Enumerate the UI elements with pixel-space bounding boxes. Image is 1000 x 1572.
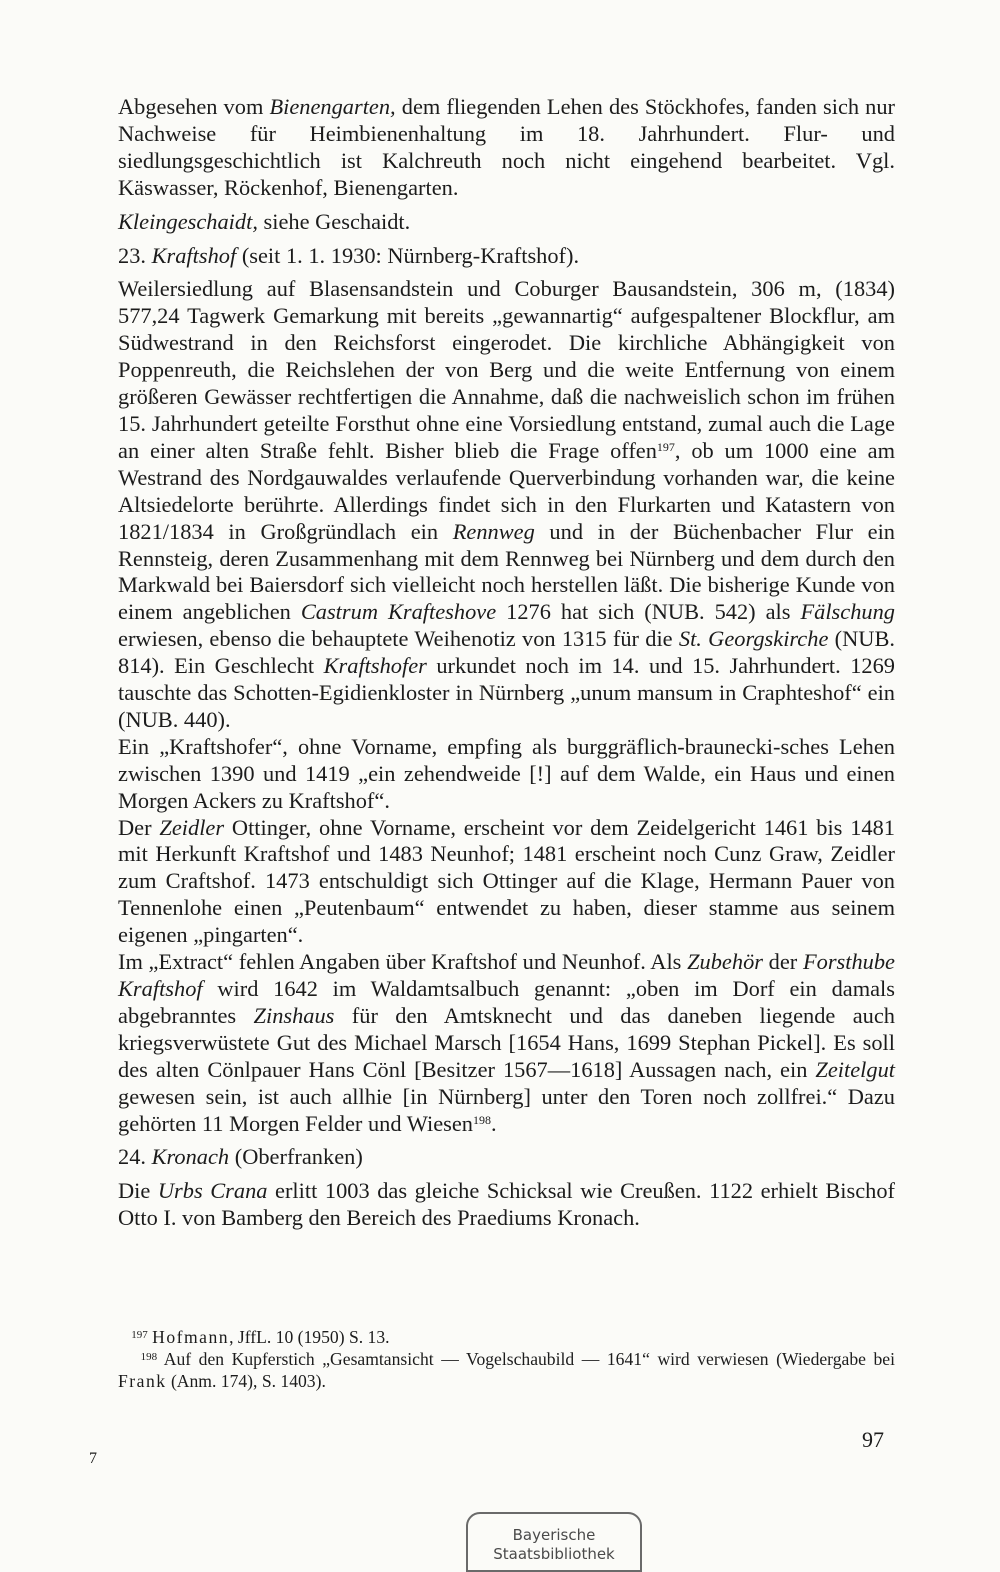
paragraph-zeidler: Der Zeidler Ottinger, ohne Vorname, erscheint vor dem Zeidelgericht 1461 bis 1481 mit Herkunft Kraftshof und 1483 Neunhof; 1481 erscheint noch Cunz Graw, Zeidler zum Craftshof. 1473 entschuldigt sich Ottinger auf die Klage, Hermann Pauer von Tennenlohe einen „Peutenbaum“ entwendet zu haben, dieser stamme aus seinem eigenen „pingarten“. — [118, 814, 895, 948]
footnote-198: $^{198}$ Auf den Kupferstich „Gesamtansicht — Vogelschaubild — 1641“ wird verwiesen (Wiedergabe bei Frank (Anm. 174), S. 1403). — [118, 1349, 895, 1391]
stamp-line-1: Bayerische — [512, 1526, 596, 1544]
main-text — [118, 94, 895, 1232]
footnotes — [118, 1326, 895, 1392]
library-stamp — [466, 1512, 642, 1572]
page-number: 97 — [862, 1427, 884, 1452]
paragraph-extract: Im „Extract“ fehlen Angaben über Kraftshof und Neunhof. Als Zubehör der Forsthube Kraftshof wird 1642 im Waldamtsalbuch genannt: „oben im Dorf ein damals abgebranntes Zinshaus für den Amtsknecht und das daneben liegende auch kriegsverwüstete Gut des Michael Marsch [1654 Hans, 1699 Stephan Pickel]. Es soll des alten Cönlpauer Hans Cönl [Besitzer 1567—1618] Aussagen nach, ein Zeitelgut gewesen sein, ist auch allhie [in Nürnberg] unter den Toren noch zollfrei.“ Dazu gehörten 11 Morgen Felder und Wiesen$^{198}$. — [118, 949, 896, 1136]
stamp-line-2: Staatsbibliothek — [493, 1545, 615, 1563]
heading-kraftshof: 23. Kraftshof (seit 1. 1. 1930: Nürnberg-Kraftshof). — [118, 242, 580, 268]
paragraph-kronach: Die Urbs Crana erlitt 1003 das gleiche Schicksal wie Creußen. 1122 erhielt Bischof Otto I. von Bamberg den Bereich des Praediums Kronach. — [118, 1178, 895, 1231]
heading-kronach: 24. Kronach (Oberfranken) — [118, 1144, 363, 1170]
signature-mark: 7 — [89, 1450, 97, 1467]
paragraph-kraftshof-description: Weilersiedlung auf Blasensandstein und Coburger Bausandstein, 306 m, (1834) 577,24 Tagwerk Gemarkung mit bereits „gewannartig“ aufgespaltener Blockflur, am Südwestrand in den Reichsforst eingerodet. Die kirchliche Abhängigkeit von Poppenreuth, die Reichslehen der von Berg und die weite Entfernung von einem größeren Gewässer rechtfertigen die Annahme, daß die nachweislich schon im frühen 15. Jahrhundert geteilte Forsthut ohne eine Vorsiedlung entstand, zumal auch die Lage an einer alten Straße fehlt. Bisher blieb die Frage offen$^{197}$, ob um 1000 eine am Westrand des Nordgauwaldes verlaufende Querverbindung vorhanden war, die keine Altsiedelorte berührte. Allerdings findet sich in den Flurkarten und Katastern von 1821/1834 in Großgründlach ein Rennweg und in der Büchenbacher Flur ein Rennsteig, deren Zusammenhang mit dem Rennweg bei Nürnberg und dem durch den Markwald bei Baiersdorf sich vielleicht noch herstellen läßt. Die bisherige Kunde von einem angeblichen Castrum Krafteshove 1276 hat sich (NUB. 542) als Fälschung erwiesen, ebenso die behauptete Weihenotiz von 1315 für die St. Georgskirche (NUB. 814). Ein Geschlecht Kraftshofer urkundet noch im 14. und 15. Jahrhundert. 1269 tauschte das Schotten-Egidienkloster in Nürnberg „unum mansum in Craphteshof“ ein (NUB. 440). — [118, 276, 895, 732]
paragraph-kraftshofer: Ein „Kraftshofer“, ohne Vorname, empfing als burggräflich-braunecki-sches Lehen zwischen 1390 und 1419 „ein zehendweide [!] auf dem Walde, ein Haus und einen Morgen Ackers zu Kraftshof“. — [118, 733, 895, 813]
footnote-ref-198: 198 — [473, 1112, 491, 1127]
paragraph-intro: Abgesehen vom Bienengarten, dem fliegenden Lehen des Stöckhofes, fanden sich nur Nachweise für Heimbienenhaltung im 18. Jahrhundert. Flur- und siedlungsgeschichtlich ist Kalchreuth noch nicht eingehend bearbeitet. Vgl. Käswasser, Röckenhof, Bienengarten. — [118, 94, 896, 200]
footnote-197: $^{197}$ Hofmann, JffL. 10 (1950) S. 13. — [131, 1327, 390, 1347]
entry-kleingeschaidt: Kleingeschaidt, siehe Geschaidt. — [118, 208, 411, 234]
footnote-ref-197: 197 — [656, 439, 675, 454]
